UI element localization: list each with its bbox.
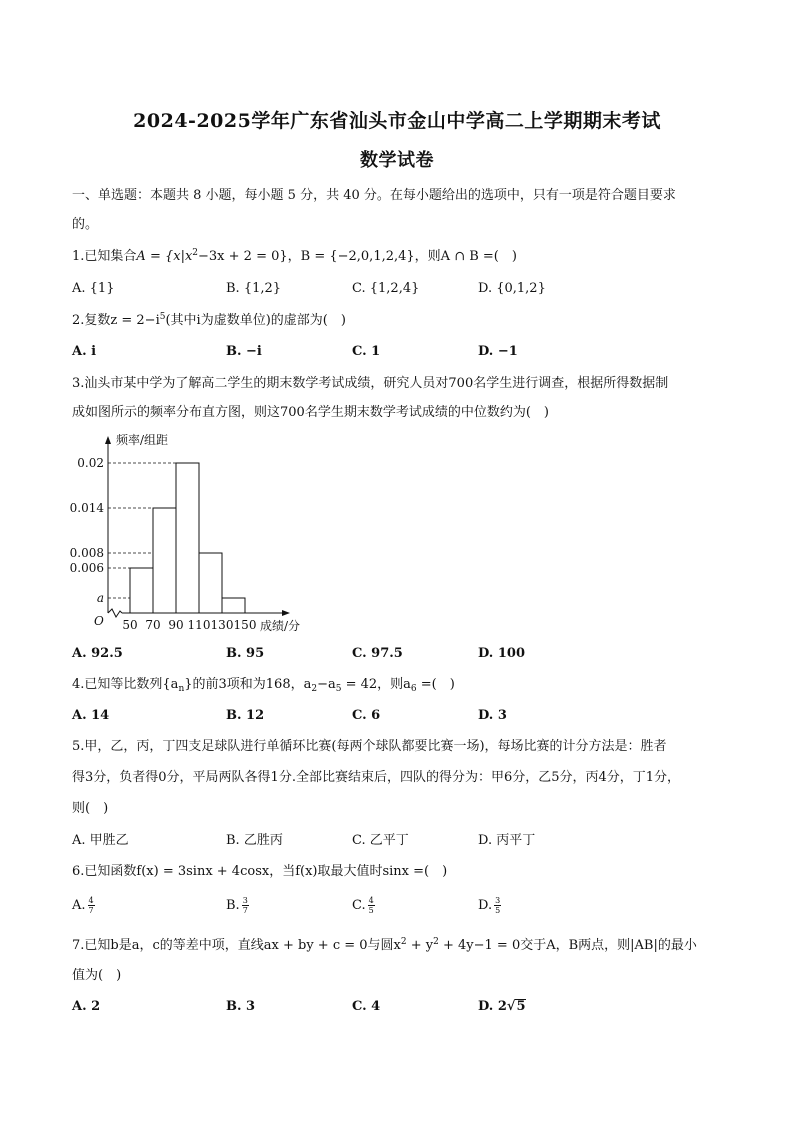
- section-heading-cont: 的。: [72, 217, 99, 232]
- q1-option-b: B. {1,2}: [226, 281, 282, 296]
- q7-option-b: B. 3: [226, 999, 256, 1014]
- q6-option-d: [478, 896, 501, 915]
- q4-sub4: 6: [410, 684, 417, 694]
- q3-option-b: B. 95: [226, 646, 265, 661]
- question-5-cont: 得3分，负者得0分，平局两队各得1分.全部比赛结束后，四队的得分为：甲6分，乙5分，丙4分，丁1分，: [72, 770, 681, 785]
- question-5: [72, 738, 667, 756]
- q1-stem-b: −3x + 2 = 0}，B = {−2,0,1,2,4}，则A ∩ B =( ): [198, 249, 517, 264]
- x-tick-label: 50: [122, 618, 138, 632]
- q2-stem-a: 复数z = 2−i: [84, 313, 160, 328]
- q6-option-c-fraction: [368, 896, 375, 915]
- q4-stem-b: }的前3项和为168，a: [184, 677, 312, 692]
- q6-option-b-label: B.: [226, 898, 240, 913]
- q6-d-num: 3: [495, 896, 501, 905]
- q4-option-b: B. 12: [226, 708, 265, 723]
- question-4: [72, 676, 455, 694]
- q5-option-d: D. 丙平丁: [478, 833, 536, 848]
- q2-option-c: C. 1: [352, 344, 381, 359]
- q6-option-d-label: D.: [478, 898, 493, 913]
- q3-option-d: D. 100: [478, 646, 525, 661]
- axis-break-mark: [108, 609, 122, 617]
- q6-option-a: [72, 896, 95, 915]
- histogram-bar: [130, 568, 153, 613]
- q2-option-b: B. −i: [226, 344, 262, 359]
- q2-stem-b: (其中i为虚数单位)的虚部为( ): [165, 313, 346, 328]
- q7-number: 7.: [72, 938, 85, 953]
- q1-sup: 2: [192, 248, 199, 258]
- q3-option-c: C. 97.5: [352, 646, 403, 661]
- question-7-cont: 值为( ): [72, 968, 122, 983]
- x-tick-label: 130: [210, 618, 234, 632]
- y-tick-label: 0.02: [77, 456, 104, 470]
- q6-option-d-fraction: [494, 896, 501, 915]
- q1-number: 1.: [72, 249, 85, 264]
- q1-stem-a: 已知集合: [84, 249, 137, 264]
- question-6: [72, 863, 447, 881]
- q1-option-d: D. {0,1,2}: [478, 281, 546, 296]
- q4-option-d: D. 3: [478, 708, 507, 723]
- y-axis-label: 频率/组距: [116, 433, 169, 447]
- question-3-cont: 成如图所示的频率分布直方图，则这700名学生期末数学考试成绩的中位数约为( ): [72, 405, 549, 420]
- x-axis-arrow-icon: [282, 610, 290, 616]
- q2-sup: 5: [159, 312, 166, 322]
- question-2: [72, 312, 346, 330]
- q6-number: 6.: [72, 864, 85, 879]
- y-tick-label: 0.008: [69, 546, 104, 560]
- q6-a-num: 4: [88, 896, 94, 905]
- q7-stem-c: + 4y−1 = 0交于A，B两点，则|AB|的最小: [438, 938, 697, 953]
- q4-sub2: 2: [311, 684, 318, 694]
- y-tick-label: 0.014: [69, 501, 104, 515]
- q7-stem-a: 已知b是a，c的等差中项，直线ax + by + c = 0与圆x: [84, 938, 401, 953]
- histogram-bar: [153, 508, 176, 613]
- q4-sub3: 5: [335, 684, 342, 694]
- q5-option-b: B. 乙胜丙: [226, 833, 283, 848]
- q6-d-den: 5: [495, 906, 501, 915]
- q6-option-b: [226, 896, 249, 915]
- q6-option-c: [352, 896, 375, 915]
- q6-option-b-fraction: [242, 896, 249, 915]
- q4-stem-c: −a: [317, 677, 336, 692]
- question-3: [72, 375, 668, 393]
- y-axis-arrow-icon: [105, 436, 111, 444]
- q6-option-a-fraction: [88, 896, 95, 915]
- q7-stem-b: + y: [406, 938, 434, 953]
- x-tick-label: 110: [187, 618, 211, 632]
- x-axis-label: 成绩/分: [260, 619, 301, 633]
- q4-stem-d: = 42，则a: [341, 677, 411, 692]
- q4-option-a: A. 14: [72, 708, 110, 723]
- q6-c-num: 4: [368, 896, 374, 905]
- section-heading: 一、单选题：本题共 8 小题，每小题 5 分，共 40 分。在每小题给出的选项中，只有一项是符合题目要求: [72, 188, 676, 203]
- q6-stem: 已知函数f(x) = 3sinx + 4cosx，当f(x)取最大值时sinx =( ): [84, 864, 448, 879]
- exam-title: 2024-2025学年广东省汕头市金山中学高二上学期期末考试: [133, 110, 661, 132]
- q3-number: 3.: [72, 376, 85, 391]
- q4-stem-a: 已知等比数列{a: [84, 677, 179, 692]
- q6-option-a-label: A.: [72, 898, 86, 913]
- y-tick-label: 0.006: [69, 561, 104, 575]
- histogram-chart: [60, 428, 330, 638]
- q5-option-c: C. 乙平丁: [352, 833, 409, 848]
- x-tick-label: 90: [168, 618, 184, 632]
- q2-option-d: D. −1: [478, 344, 518, 359]
- histogram-bar: [222, 598, 245, 613]
- q7-option-c: C. 4: [352, 999, 381, 1014]
- q4-option-c: C. 6: [352, 708, 381, 723]
- q6-option-c-label: C.: [352, 898, 366, 913]
- q1-option-a: A. {1}: [72, 281, 115, 296]
- q1-stem-math: A = {x|x: [136, 249, 193, 264]
- exam-subtitle: 数学试卷: [360, 150, 434, 171]
- origin-label: O: [94, 614, 104, 628]
- q2-option-a: A. i: [72, 344, 97, 359]
- q5-number: 5.: [72, 739, 85, 754]
- q4-sub1: n: [178, 684, 185, 694]
- q7-sup1: 2: [400, 937, 407, 947]
- q5-option-a: A. 甲胜乙: [72, 833, 129, 848]
- q1-option-c: C. {1,2,4}: [352, 281, 420, 296]
- sqrt-icon: √: [506, 999, 516, 1014]
- q6-b-den: 7: [242, 906, 248, 915]
- x-tick-label: 150: [233, 618, 257, 632]
- q3-option-a: A. 92.5: [72, 646, 123, 661]
- question-5-cont2: 则( ): [72, 801, 109, 816]
- q7-option-d-label: D. 2: [478, 999, 507, 1014]
- q4-stem-e: =( ): [416, 677, 455, 692]
- q7-option-d: [478, 998, 526, 1016]
- q3-line1: 汕头市某中学为了解高二学生的期末数学考试成绩，研究人员对700名学生进行调查，根据所得数据制: [84, 376, 669, 391]
- q7-sup2: 2: [433, 937, 439, 947]
- histogram-bar: [199, 553, 222, 613]
- q4-number: 4.: [72, 677, 85, 692]
- q7-option-d-radicand: 5: [516, 999, 526, 1014]
- histogram-bar: [176, 463, 199, 613]
- question-7: [72, 937, 697, 955]
- q6-b-num: 3: [242, 896, 248, 905]
- q7-option-a: A. 2: [72, 999, 101, 1014]
- q2-number: 2.: [72, 313, 85, 328]
- q6-a-den: 7: [88, 906, 94, 915]
- y-tick-label: a: [96, 591, 104, 605]
- x-tick-label: 70: [145, 618, 161, 632]
- q6-c-den: 5: [368, 906, 374, 915]
- question-1: [72, 248, 517, 266]
- q5-line1: 甲，乙，丙，丁四支足球队进行单循环比赛(每两个球队都要比赛一场)，每场比赛的计分方法是：胜者: [84, 739, 667, 754]
